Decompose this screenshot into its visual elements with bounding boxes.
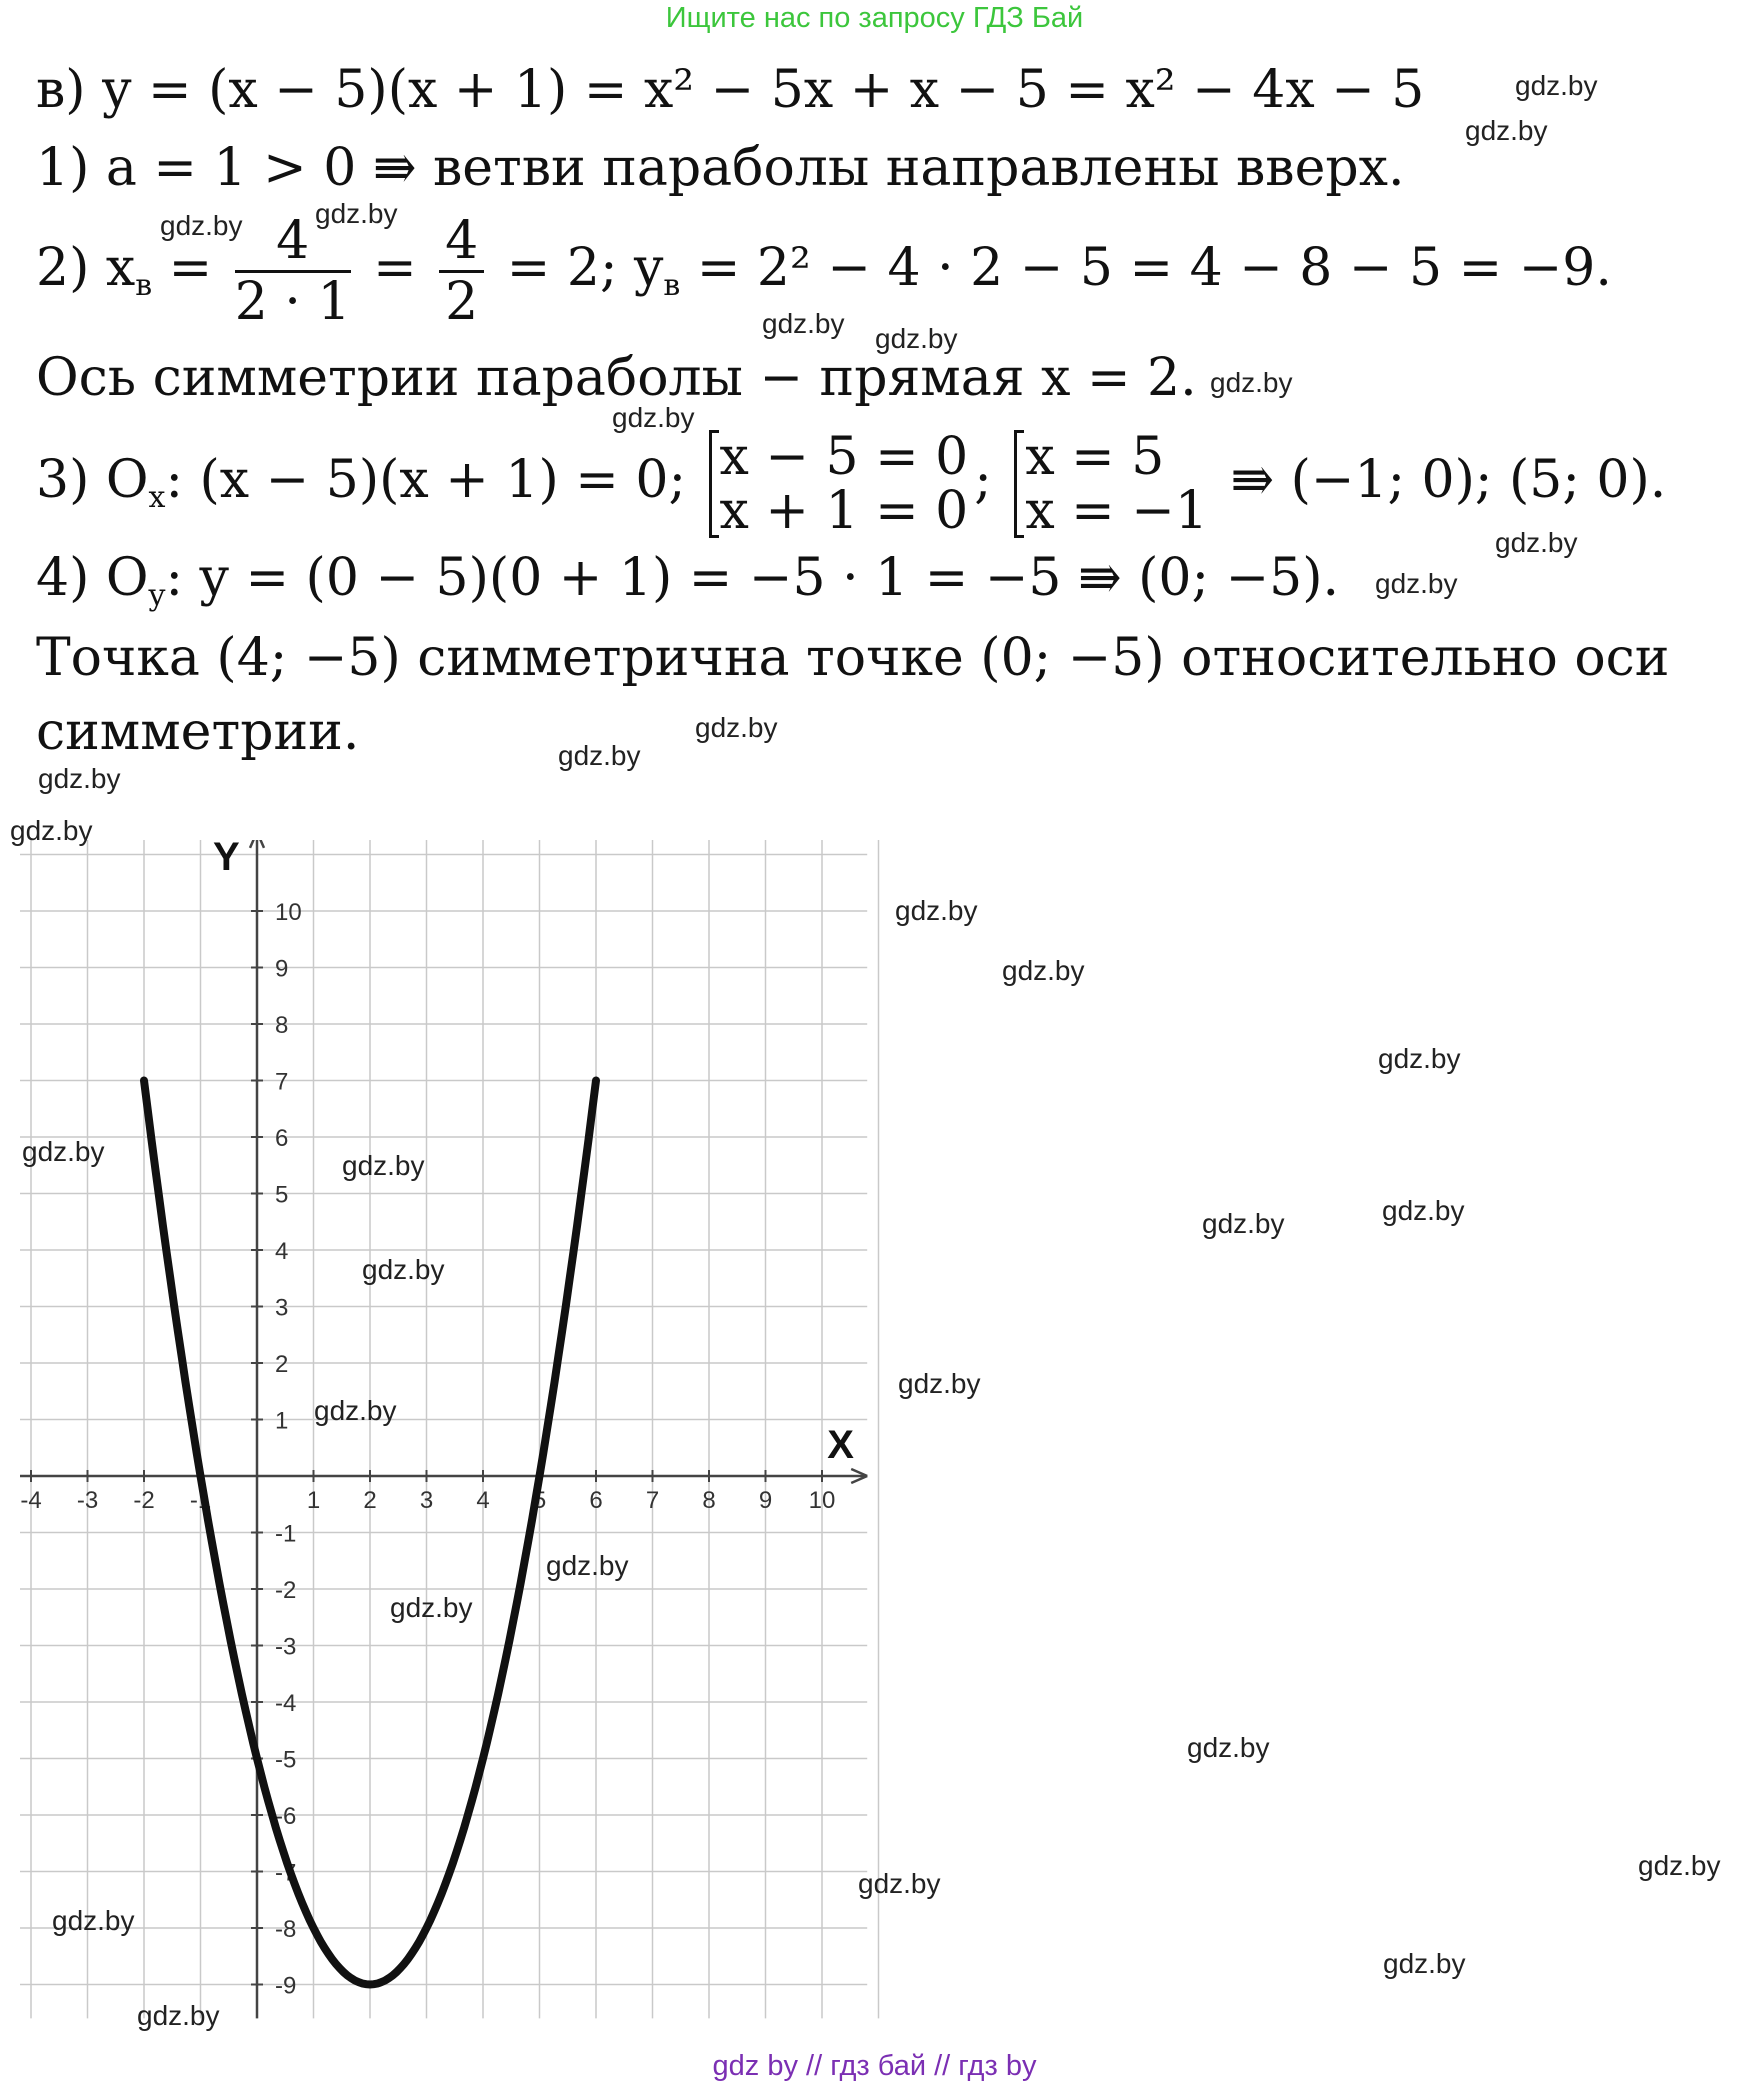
symmetry-text-2: симметрии. (36, 702, 360, 762)
step-3-line (36, 420, 1666, 558)
symmetry-line-2 (36, 702, 359, 762)
symmetry-text: Точка (4; −5) симметрична точке (0; −5) относительно оси (36, 628, 1670, 688)
vertex-y-subscript: в (663, 268, 681, 303)
step-4-prefix: 4) O (36, 548, 149, 608)
y-tick-label: -3 (275, 1633, 297, 1661)
step-1-line (36, 138, 1404, 198)
watermark: gdz.by (1187, 1732, 1270, 1763)
y-tick-label: -7 (275, 1859, 297, 1887)
equation-line (36, 60, 1424, 120)
watermark: gdz.by (762, 308, 845, 339)
system-2 (1014, 426, 1208, 541)
system-1-row-1: x − 5 = 0 (719, 426, 969, 487)
watermark: gdz.by (362, 1254, 445, 1285)
system-2-row-2: x = −1 (1025, 480, 1208, 541)
x-tick-label: -3 (76, 1487, 99, 1514)
step-2-mid: = 2; y (506, 238, 664, 298)
step-4-rest: : y = (0 − 5)(0 + 1) = −5 · 1 = −5 ⇛ (0; −5). (165, 548, 1340, 608)
equals-sign: = (168, 238, 213, 298)
x-tick-label: 1 (306, 1487, 321, 1514)
watermark: gdz.by (1382, 1195, 1465, 1226)
x-tick-label: 4 (476, 1487, 490, 1514)
fraction-1-denominator: 2 · 1 (234, 272, 351, 332)
oy-subscript: y (148, 578, 166, 613)
watermark: gdz.by (1383, 1948, 1466, 1979)
y-tick-label: 1 (275, 1407, 289, 1435)
axis-line (36, 348, 1197, 408)
x-tick-label: 9 (758, 1487, 773, 1514)
watermark: gdz.by (695, 712, 778, 743)
y-tick-label: -2 (275, 1577, 297, 1604)
x-tick-label: -4 (20, 1487, 42, 1514)
y-tick-label: -4 (275, 1690, 297, 1717)
y-tick-label: 7 (275, 1068, 289, 1096)
watermark: gdz.by (315, 198, 398, 229)
top-banner[interactable]: Ищите нас по запросу ГДЗ Бай (665, 2, 1084, 34)
watermark: gdz.by (1495, 527, 1578, 558)
step-3-mid: : (x − 5)(x + 1) = 0; (165, 450, 686, 510)
watermark: gdz.by (1375, 568, 1458, 599)
y-tick-label: -8 (275, 1916, 297, 1943)
watermark: gdz.by (390, 1592, 473, 1623)
watermark: gdz.by (1202, 1208, 1285, 1239)
watermark: gdz.by (858, 1868, 941, 1899)
y-tick-label: -6 (275, 1803, 297, 1830)
watermark: gdz.by (1638, 1850, 1721, 1881)
watermark: gdz.by (342, 1150, 425, 1181)
step-2-prefix: 2) x (36, 238, 136, 298)
footer-links[interactable]: gdz by // гдз бай // гдз by (712, 2050, 1037, 2082)
watermark: gdz.by (10, 815, 93, 846)
x-tick-label: 8 (702, 1487, 716, 1514)
fraction-1-numerator: 4 (235, 212, 351, 273)
axis-text: Ось симметрии параболы − прямая x = 2. (36, 348, 1197, 408)
y-tick-label: -9 (275, 1972, 297, 2000)
watermark: gdz.by (52, 1905, 135, 1936)
watermark: gdz.by (38, 763, 121, 794)
watermark: gdz.by (1210, 367, 1293, 398)
symmetry-line (36, 628, 1669, 688)
x-tick-label: -2 (133, 1487, 155, 1514)
y-axis-label: Y (213, 840, 240, 879)
y-tick-label: 2 (275, 1351, 289, 1378)
y-tick-label: 8 (275, 1012, 289, 1039)
y-tick-label: -1 (275, 1520, 297, 1548)
ox-subscript: x (148, 480, 166, 515)
y-tick-label: -5 (275, 1746, 297, 1774)
watermark: gdz.by (558, 740, 641, 771)
x-tick-label: 7 (645, 1487, 660, 1514)
watermark: gdz.by (875, 323, 958, 354)
watermark: gdz.by (22, 1136, 105, 1167)
system-1-row-2: x + 1 = 0 (719, 480, 969, 541)
y-tick-label: 4 (275, 1238, 289, 1265)
watermark: gdz.by (1465, 115, 1548, 146)
watermark: gdz.by (137, 2000, 220, 2031)
watermark: gdz.by (160, 210, 243, 241)
x-tick-label: 3 (419, 1487, 434, 1514)
vertex-x-subscript: в (135, 268, 153, 303)
x-tick-label: 2 (363, 1487, 377, 1514)
watermark: gdz.by (898, 1368, 981, 1399)
graph-axes (20, 840, 867, 2018)
watermark: gdz.by (1378, 1043, 1461, 1074)
x-axis-label: X (827, 1423, 854, 1467)
watermark: gdz.by (895, 895, 978, 926)
x-tick-label: 6 (589, 1487, 603, 1514)
equation-text: в) y = (x − 5)(x + 1) = x² − 5x + x − 5 = x² − 4x − 5 (36, 60, 1425, 120)
y-tick-label: 10 (275, 899, 302, 926)
system-1 (709, 426, 969, 541)
y-tick-label: 6 (275, 1125, 289, 1152)
step-1-text: 1) a = 1 > 0 ⇛ ветви параболы направлены вверх. (36, 138, 1405, 198)
equals-sign-2: = (373, 238, 417, 298)
fraction-2 (439, 212, 484, 331)
separator: ; (974, 450, 992, 510)
fraction-2-numerator: 4 (439, 212, 484, 273)
x-tick-label: 5 (532, 1487, 547, 1514)
y-tick-label: 5 (275, 1181, 289, 1209)
step-2-rest: = 2² − 4 · 2 − 5 = 4 − 8 − 5 = −9. (696, 238, 1612, 298)
x-tick-label: 10 (808, 1487, 836, 1514)
step-3-rest: ⇛ (−1; 0); (5; 0). (1230, 450, 1667, 510)
system-2-row-1: x = 5 (1025, 426, 1165, 487)
y-tick-label: 9 (275, 955, 289, 983)
watermark: gdz.by (612, 402, 695, 433)
step-3-prefix: 3) O (36, 450, 149, 510)
y-tick-label: 3 (275, 1294, 289, 1322)
step-4-line (36, 548, 1339, 626)
watermark: gdz.by (1515, 70, 1598, 101)
fraction-2-denominator: 2 (445, 272, 479, 332)
watermark: gdz.by (546, 1550, 629, 1581)
watermark: gdz.by (314, 1395, 397, 1426)
x-tick-label: -1 (189, 1487, 212, 1514)
parabola-graph (20, 840, 900, 2020)
graph-grid (20, 840, 879, 2018)
watermark: gdz.by (1002, 955, 1085, 986)
